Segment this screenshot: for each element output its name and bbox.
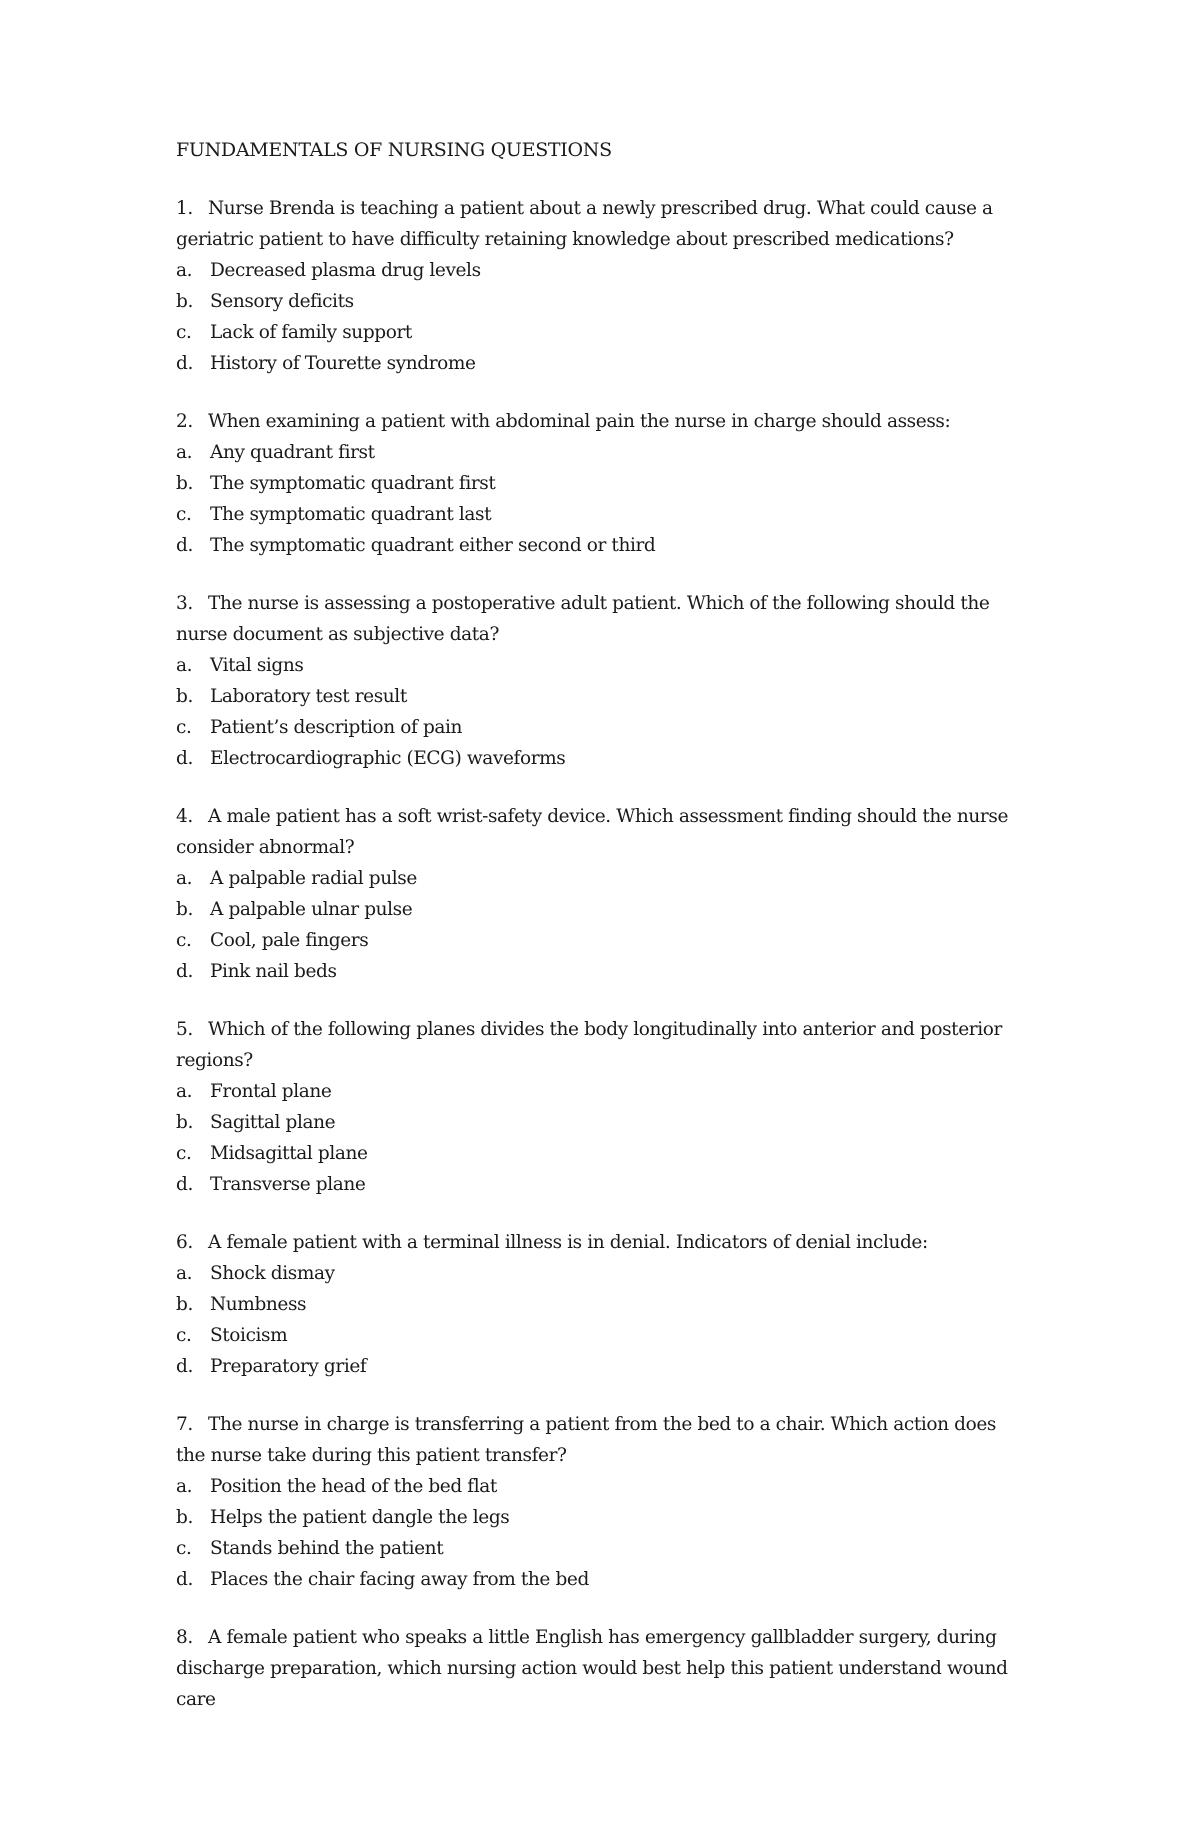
answer-option — [176, 1320, 1026, 1351]
question-block — [176, 588, 1026, 774]
option-text: Any quadrant first — [210, 442, 375, 463]
question-stem — [176, 801, 1026, 863]
question-text: A female patient who speaks a little English has emergency gallbladder surgery, during discharge preparation, which nursing action would best help this patient understand wound care — [176, 1627, 1008, 1710]
answer-option — [176, 712, 1026, 743]
question-block — [176, 193, 1026, 379]
option-text: Position the head of the bed flat — [210, 1476, 497, 1497]
answer-option — [176, 499, 1026, 530]
option-letter: c. — [176, 930, 192, 951]
question-block — [176, 1409, 1026, 1595]
answer-option — [176, 1138, 1026, 1169]
answer-options — [176, 863, 1026, 987]
answer-option — [176, 255, 1026, 286]
question-stem — [176, 588, 1026, 650]
answer-option — [176, 1169, 1026, 1200]
option-text: Places the chair facing away from the bed — [210, 1569, 589, 1590]
option-letter: b. — [176, 686, 193, 707]
option-text: Midsagittal plane — [210, 1143, 368, 1164]
option-text: Sagittal plane — [210, 1112, 336, 1133]
option-text: Sensory deficits — [210, 291, 354, 312]
question-number: 1. — [176, 198, 193, 219]
document-title: FUNDAMENTALS OF NURSING QUESTIONS — [176, 139, 612, 161]
question-text: When examining a patient with abdominal pain the nurse in charge should assess: — [208, 411, 951, 432]
question-block — [176, 1014, 1026, 1200]
answer-option — [176, 743, 1026, 774]
option-text: Lack of family support — [210, 322, 412, 343]
option-letter: b. — [176, 1112, 193, 1133]
question-number: 3. — [176, 593, 193, 614]
question-number: 6. — [176, 1232, 193, 1253]
option-text: The symptomatic quadrant either second or third — [210, 535, 656, 556]
option-text: The symptomatic quadrant first — [210, 473, 496, 494]
answer-options — [176, 1258, 1026, 1382]
option-letter: c. — [176, 1143, 192, 1164]
question-number: 4. — [176, 806, 193, 827]
question-stem — [176, 1227, 1026, 1258]
option-letter: a. — [176, 260, 193, 281]
answer-option — [176, 286, 1026, 317]
option-letter: b. — [176, 1507, 193, 1528]
answer-option — [176, 1564, 1026, 1595]
option-letter: b. — [176, 899, 193, 920]
answer-option — [176, 925, 1026, 956]
answer-option — [176, 1076, 1026, 1107]
option-letter: d. — [176, 1356, 193, 1377]
option-letter: d. — [176, 535, 193, 556]
answer-option — [176, 1258, 1026, 1289]
question-block — [176, 406, 1026, 561]
option-text: Stands behind the patient — [210, 1538, 444, 1559]
option-text: Laboratory test result — [210, 686, 407, 707]
question-number: 7. — [176, 1414, 193, 1435]
answer-option — [176, 1502, 1026, 1533]
answer-option — [176, 650, 1026, 681]
option-text: Frontal plane — [210, 1081, 332, 1102]
question-list — [176, 193, 1026, 1715]
option-text: Patient’s description of pain — [210, 717, 463, 738]
option-text: Cool, pale fingers — [210, 930, 369, 951]
document-page — [176, 135, 1026, 1742]
answer-option — [176, 1107, 1026, 1138]
option-letter: b. — [176, 1294, 193, 1315]
option-text: Preparatory grief — [210, 1356, 367, 1377]
option-letter: a. — [176, 1081, 193, 1102]
option-letter: d. — [176, 1569, 193, 1590]
option-text: A palpable ulnar pulse — [210, 899, 413, 920]
option-text: Pink nail beds — [210, 961, 337, 982]
option-letter: c. — [176, 1538, 192, 1559]
option-letter: d. — [176, 961, 193, 982]
answer-option — [176, 530, 1026, 561]
option-letter: c. — [176, 1325, 192, 1346]
answer-option — [176, 1533, 1026, 1564]
question-number: 2. — [176, 411, 193, 432]
option-text: Helps the patient dangle the legs — [210, 1507, 510, 1528]
option-text: Decreased plasma drug levels — [210, 260, 481, 281]
question-stem — [176, 1014, 1026, 1076]
question-text: Which of the following planes divides the body longitudinally into anterior and posterior regions? — [176, 1019, 1002, 1071]
option-letter: d. — [176, 353, 193, 374]
answer-options — [176, 1076, 1026, 1200]
answer-options — [176, 255, 1026, 379]
answer-options — [176, 650, 1026, 774]
question-text: A female patient with a terminal illness is in denial. Indicators of denial include: — [208, 1232, 928, 1253]
answer-option — [176, 1471, 1026, 1502]
answer-option — [176, 348, 1026, 379]
answer-option — [176, 956, 1026, 987]
option-letter: c. — [176, 322, 192, 343]
option-text: Stoicism — [210, 1325, 288, 1346]
answer-option — [176, 863, 1026, 894]
option-letter: b. — [176, 473, 193, 494]
question-block — [176, 1622, 1026, 1715]
option-letter: d. — [176, 1174, 193, 1195]
question-stem — [176, 406, 1026, 437]
option-text: Numbness — [210, 1294, 307, 1315]
option-letter: b. — [176, 291, 193, 312]
option-letter: a. — [176, 655, 193, 676]
answer-option — [176, 1351, 1026, 1382]
option-letter: a. — [176, 1476, 193, 1497]
answer-option — [176, 317, 1026, 348]
option-text: Transverse plane — [210, 1174, 366, 1195]
answer-option — [176, 894, 1026, 925]
option-letter: c. — [176, 717, 192, 738]
answer-options — [176, 437, 1026, 561]
option-letter: a. — [176, 868, 193, 889]
answer-option — [176, 1289, 1026, 1320]
answer-options — [176, 1471, 1026, 1595]
question-number: 5. — [176, 1019, 193, 1040]
option-letter: a. — [176, 1263, 193, 1284]
question-number: 8. — [176, 1627, 193, 1648]
question-text: The nurse in charge is transferring a patient from the bed to a chair. Which action does the nurse take during this patient transfer? — [176, 1414, 996, 1466]
question-stem — [176, 1622, 1026, 1715]
question-text: Nurse Brenda is teaching a patient about a newly prescribed drug. What could cause a geriatric patient to have difficulty retaining knowledge about prescribed medications? — [176, 198, 993, 250]
option-text: A palpable radial pulse — [210, 868, 417, 889]
question-block — [176, 801, 1026, 987]
question-stem — [176, 193, 1026, 255]
answer-option — [176, 437, 1026, 468]
answer-option — [176, 468, 1026, 499]
question-stem — [176, 1409, 1026, 1471]
question-text: The nurse is assessing a postoperative adult patient. Which of the following should the nurse document as subjective data? — [176, 593, 990, 645]
option-text: History of Tourette syndrome — [210, 353, 476, 374]
option-letter: d. — [176, 748, 193, 769]
option-text: Electrocardiographic (ECG) waveforms — [210, 748, 566, 769]
option-text: The symptomatic quadrant last — [210, 504, 492, 525]
option-letter: c. — [176, 504, 192, 525]
option-text: Shock dismay — [210, 1263, 335, 1284]
question-block — [176, 1227, 1026, 1382]
option-letter: a. — [176, 442, 193, 463]
option-text: Vital signs — [210, 655, 304, 676]
answer-option — [176, 681, 1026, 712]
question-text: A male patient has a soft wrist-safety device. Which assessment finding should the nurse consider abnormal? — [176, 806, 1009, 858]
